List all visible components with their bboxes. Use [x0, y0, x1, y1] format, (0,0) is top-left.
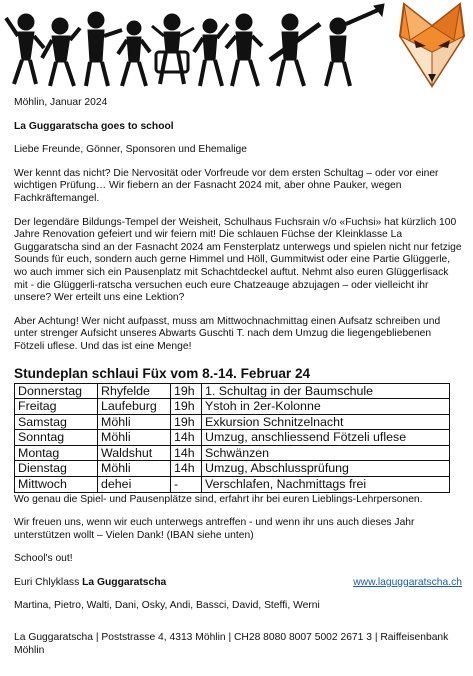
schedule-row [15, 383, 450, 399]
dancer-figure [226, 14, 262, 86]
schedule-place: Waldshut [98, 445, 171, 461]
schedule-row [15, 445, 450, 461]
schedule-time: 14h [171, 461, 202, 477]
schedule-place: Möhli [98, 414, 171, 430]
schedule-event: 1. Schultag in der Baumschule [202, 383, 450, 399]
schedule-time: - [171, 477, 202, 493]
dancer-figure [118, 21, 150, 86]
schedule-place: Möhli [98, 461, 171, 477]
dancer-figure [6, 14, 44, 84]
greeting: Liebe Freunde, Gönner, Sponsoren und Ehemalige [14, 144, 247, 156]
schedule-note: Wo genau die Spiel- und Pausenplätze sind, erfahrt ihr bei euren Lieblings-Lehrpersonen. [14, 493, 423, 505]
schedule-day: Mittwoch [15, 477, 98, 493]
letter-body [14, 97, 462, 657]
schedule-row [15, 461, 450, 477]
footer-address: La Guggaratscha | Poststrasse 4, 4313 Möhlin | CH28 8080 8007 5002 2671 3 | Raiffeisenbank Möhlin [14, 632, 449, 656]
schedule-day: Montag [15, 445, 98, 461]
schedule-row [15, 477, 450, 493]
date-line: Möhlin, Januar 2024 [14, 97, 108, 108]
schedule-title: Stundeplan schlaui Füx vom 8.-14. Februar 24 [14, 365, 311, 381]
schedule-event: Schwänzen [202, 445, 450, 461]
schedule-time: 14h [171, 430, 202, 446]
schedule-row [15, 399, 450, 415]
drummer-figure [152, 14, 194, 84]
schedule-row [15, 430, 450, 446]
schedule-time: 19h [171, 399, 202, 415]
signature-line [14, 577, 462, 590]
schedule-time: 19h [171, 414, 202, 430]
schedule-table [14, 383, 450, 493]
dancer-figure [194, 19, 228, 86]
musician-silhouettes [6, 4, 384, 86]
schedule-event: Umzug, anschliessend Fötzeli uflese [202, 430, 450, 446]
letter-heading: La Guggaratscha goes to school [14, 120, 174, 132]
schedule-day: Freitag [15, 399, 98, 415]
schedule-event: Verschlafen, Nachmittags frei [202, 477, 450, 493]
fox-logo-icon [400, 4, 464, 86]
dancer-figure [42, 18, 80, 86]
musician-figure [86, 12, 122, 86]
signature-prefix: Euri Chlyklass [14, 577, 80, 589]
schedule-place: Laufeburg [98, 399, 171, 415]
schedule-day: Dienstag [15, 461, 98, 477]
schedule-time: 14h [171, 445, 202, 461]
schedule-day: Sonntag [15, 430, 98, 446]
schedule-place: Möhli [98, 430, 171, 446]
schedule-place: Rhyfelde [98, 383, 171, 399]
paragraph-school: Der legendäre Bildungs-Tempel der Weisheit, Schulhaus Fuchsrain v/o «Fuchsi» hat kürzlich 100 Jahre Renovation gefeiert und wir feiern mit! Die schlauen Füchse der Kleinklasse La Guggaratscha sind an der Fasnacht 2024 am Fensterplatz unterwegs und spielen nicht nur fetzige Sounds für euch, sondern auch gerne Himmel und Höll, Gummitwist oder eine Partie Glüggerle, wo auch immer sich ein Pausenplatz mit Schachtdeckel auftut. Nehmt also euren Glüggerlisack mit - die Glüggerli-ratscha versuchen euch eure Chatzeauge abzujagen – oder vielleicht ihr unsere? Wer erteilt uns eine Lektion? [14, 216, 462, 304]
guitarist-figure [270, 14, 320, 86]
paragraph-warning: Aber Achtung! Wer nicht aufpasst, muss am Mittwochnachmittag einen Aufsatz schreiben und unter strenger Aufsicht unseres Abwarts Guschti T. nach dem Umzug die liegengebliebenen Fötzeli uflese. Und das ist eine Menge! [14, 315, 441, 352]
schedule-event: Ystoh in 2er-Kolonne [202, 399, 450, 415]
schedule-day: Donnerstag [15, 383, 98, 399]
schedule-day: Samstag [15, 414, 98, 430]
band-name: La Guggaratscha [82, 577, 167, 589]
schedule-place: dehei [98, 477, 171, 493]
schedule-time: 19h [171, 383, 202, 399]
signature [14, 577, 166, 590]
website-link[interactable]: www.laguggaratscha.ch [353, 577, 462, 589]
outro: School's out! [14, 553, 73, 565]
trumpeter-figure [326, 4, 384, 86]
paragraph-intro: Wer kennt das nicht? Die Nervosität oder Vorfreude vor dem ersten Schultag – oder vor einer wichtigen Prüfung… Wir fiebern an der Fasnacht 2024 mit, aber ohne Pauker, wegen Fachkräftemangel. [14, 167, 439, 204]
header-banner [0, 0, 473, 90]
member-names: Martina, Pietro, Walti, Dani, Osky, Andi, Bassci, David, Steffi, Werni [14, 599, 320, 611]
schedule-row [15, 414, 450, 430]
schedule-event: Exkursion Schnitzelnacht [202, 414, 450, 430]
schedule-event: Umzug, Abschlussprüfung [202, 461, 450, 477]
closing-paragraph: Wir freuen uns, wenn wir euch unterwegs antreffen - und wenn ihr uns auch dieses Jahr unterstützen wollt – Vielen Dank! (IBAN siehe unten) [14, 517, 415, 541]
